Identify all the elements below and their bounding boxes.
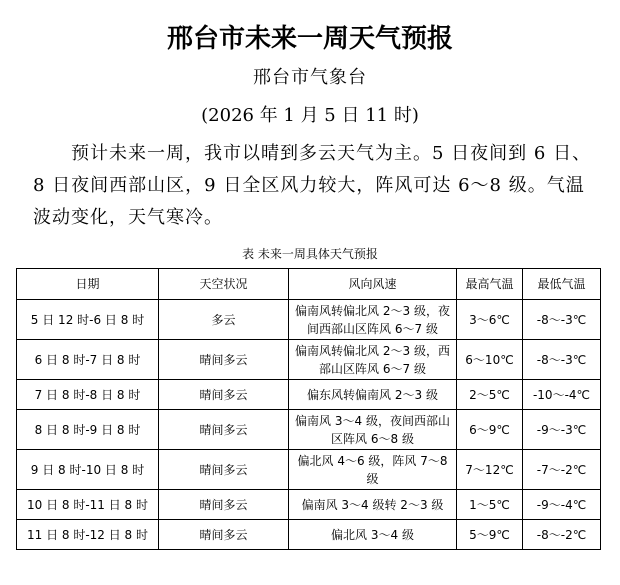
table-row (17, 380, 601, 410)
cell-wind: 偏南风 3～4 级，夜间西部山区阵风 6～8 级 (289, 410, 457, 450)
table-row (17, 450, 601, 490)
cell-wind: 偏东风转偏南风 2～3 级 (289, 380, 457, 410)
cell-min-temp: -9～-4℃ (523, 490, 601, 520)
cell-sky: 多云 (159, 300, 289, 340)
header-min-temp: 最低气温 (523, 269, 601, 300)
cell-date: 8 日 8 时-9 日 8 时 (17, 410, 159, 450)
cell-max-temp: 3～6℃ (457, 300, 523, 340)
issuer: 邢台市气象台 (253, 67, 367, 88)
table-row (17, 520, 601, 550)
header-date: 日期 (17, 269, 159, 300)
cell-wind: 偏北风 4～6 级，阵风 7～8 级 (289, 450, 457, 490)
header-max-temp: 最高气温 (457, 269, 523, 300)
cell-max-temp: 2～5℃ (457, 380, 523, 410)
cell-max-temp: 1～5℃ (457, 490, 523, 520)
cell-min-temp: -7～-2℃ (523, 450, 601, 490)
forecast-summary: 预计未来一周，我市以晴到多云天气为主。5 日夜间到 6 日、8 日夜间西部山区，9 日全区风力较大，阵风可达 6～8 级。气温波动变化，天气寒冷。 (33, 143, 592, 228)
cell-max-temp: 7～12℃ (457, 450, 523, 490)
cell-date: 9 日 8 时-10 日 8 时 (17, 450, 159, 490)
cell-min-temp: -8～-2℃ (523, 520, 601, 550)
header-sky: 天空状况 (159, 269, 289, 300)
table-caption: 表 未来一周具体天气预报 (242, 247, 378, 261)
header-wind: 风向风速 (289, 269, 457, 300)
cell-min-temp: -10～-4℃ (523, 380, 601, 410)
table-row (17, 300, 601, 340)
table-row (17, 490, 601, 520)
cell-max-temp: 5～9℃ (457, 520, 523, 550)
cell-sky: 晴间多云 (159, 450, 289, 490)
cell-sky: 晴间多云 (159, 410, 289, 450)
cell-sky: 晴间多云 (159, 340, 289, 380)
page-title: 邢台市未来一周天气预报 (166, 24, 453, 54)
table-row (17, 340, 601, 380)
issue-datetime: (2026 年 1 月 5 日 11 时) (201, 105, 419, 126)
cell-date: 5 日 12 时-6 日 8 时 (17, 300, 159, 340)
cell-date: 7 日 8 时-8 日 8 时 (17, 380, 159, 410)
cell-sky: 晴间多云 (159, 520, 289, 550)
cell-min-temp: -8～-3℃ (523, 300, 601, 340)
table-header-row (17, 269, 601, 300)
table-row (17, 410, 601, 450)
cell-min-temp: -8～-3℃ (523, 340, 601, 380)
cell-sky: 晴间多云 (159, 380, 289, 410)
cell-max-temp: 6～10℃ (457, 340, 523, 380)
cell-wind: 偏南风转偏北风 2～3 级，西部山区阵风 6～7 级 (289, 340, 457, 380)
cell-wind: 偏南风转偏北风 2～3 级，夜间西部山区阵风 6～7 级 (289, 300, 457, 340)
cell-max-temp: 6～9℃ (457, 410, 523, 450)
cell-wind: 偏南风 3～4 级转 2～3 级 (289, 490, 457, 520)
weather-table (16, 268, 601, 550)
cell-wind: 偏北风 3～4 级 (289, 520, 457, 550)
cell-date: 6 日 8 时-7 日 8 时 (17, 340, 159, 380)
cell-min-temp: -9～-3℃ (523, 410, 601, 450)
cell-date: 10 日 8 时-11 日 8 时 (17, 490, 159, 520)
cell-sky: 晴间多云 (159, 490, 289, 520)
cell-date: 11 日 8 时-12 日 8 时 (17, 520, 159, 550)
